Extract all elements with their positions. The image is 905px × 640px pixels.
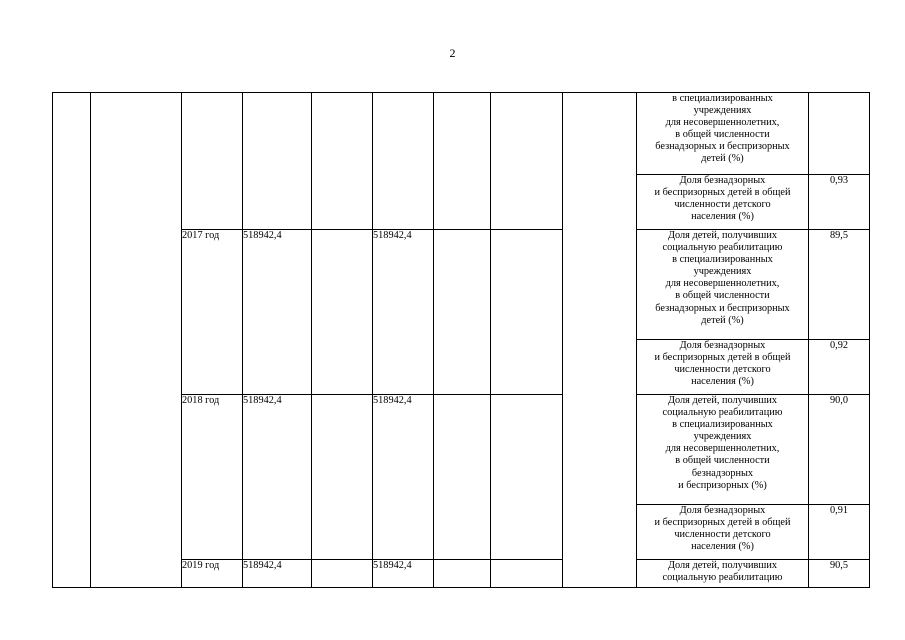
- program-name-cell: [91, 93, 182, 588]
- year-cell: [182, 93, 243, 230]
- year-cell: 2018 год: [182, 395, 243, 560]
- indicator-value-cell: 0,91: [809, 505, 870, 560]
- regional-funding-cell: 518942,4: [373, 560, 434, 588]
- other-funding-cell: [491, 560, 563, 588]
- regional-funding-cell: [373, 93, 434, 230]
- indicator-name-cell: Доля детей, получивших социальную реабилитацию в специализированных учреждениях для несовершеннолетних, в общей численности безнадзорных и беспризорных детей (%): [637, 230, 809, 340]
- indicator-value-cell: 90,5: [809, 560, 870, 588]
- total-funding-cell: 518942,4: [243, 560, 312, 588]
- local-funding-cell: [434, 395, 491, 560]
- local-funding-cell: [434, 230, 491, 395]
- indicator-value-cell: 0,92: [809, 340, 870, 395]
- indicator-name-cell: Доля безнадзорных и беспризорных детей в общей численности детского населения (%): [637, 340, 809, 395]
- regional-funding-cell: 518942,4: [373, 230, 434, 395]
- table-row: [53, 93, 870, 175]
- indicator-name-cell: Доля безнадзорных и беспризорных детей в общей численности детского населения (%): [637, 175, 809, 230]
- indicator-name-cell: Доля детей, получивших социальную реабилитацию в специализированных учреждениях для несовершеннолетних, в общей численности безнадзорных и беспризорных (%): [637, 395, 809, 505]
- indicator-value-cell: 90,0: [809, 395, 870, 505]
- federal-funding-cell: [312, 395, 373, 560]
- local-funding-cell: [434, 93, 491, 230]
- federal-funding-cell: [312, 560, 373, 588]
- year-cell: 2019 год: [182, 560, 243, 588]
- other-funding-cell: [491, 395, 563, 560]
- indicator-value-cell: 0,93: [809, 175, 870, 230]
- indicator-name-cell: в специализированных учреждениях для несовершеннолетних, в общей численности безнадзорных и беспризорных детей (%): [637, 93, 809, 175]
- total-funding-cell: 518942,4: [243, 395, 312, 560]
- indicator-name-cell: Доля детей, получивших социальную реабилитацию: [637, 560, 809, 588]
- other-funding-cell: [491, 93, 563, 230]
- total-funding-cell: 518942,4: [243, 230, 312, 395]
- federal-funding-cell: [312, 93, 373, 230]
- number-column-cell: [53, 93, 91, 588]
- other-funding-cell: [491, 230, 563, 395]
- executor-cell: [563, 93, 637, 588]
- local-funding-cell: [434, 560, 491, 588]
- indicator-value-cell: 89,5: [809, 230, 870, 340]
- page-number: 2: [449, 46, 456, 60]
- program-table: [52, 92, 870, 588]
- indicator-name-cell: Доля безнадзорных и беспризорных детей в общей численности детского населения (%): [637, 505, 809, 560]
- year-cell: 2017 год: [182, 230, 243, 395]
- federal-funding-cell: [312, 230, 373, 395]
- regional-funding-cell: 518942,4: [373, 395, 434, 560]
- indicator-value-cell: [809, 93, 870, 175]
- total-funding-cell: [243, 93, 312, 230]
